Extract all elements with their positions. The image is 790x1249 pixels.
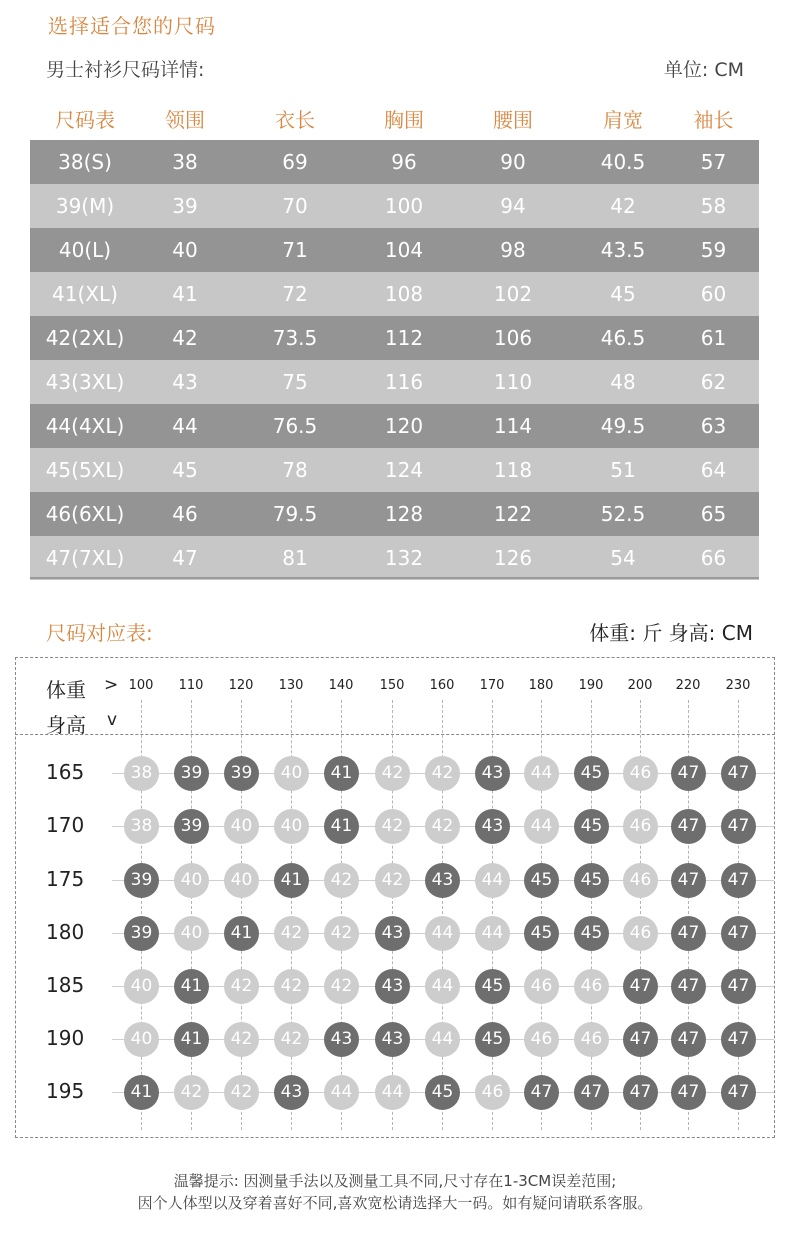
table-row: [30, 404, 759, 448]
size-dot: 46: [524, 969, 559, 1004]
size-dot: 43: [375, 969, 410, 1004]
table-cell: 45: [172, 458, 198, 482]
size-dot: 47: [671, 1022, 706, 1057]
table-cell: 60: [700, 282, 727, 306]
table-cell: 44: [172, 414, 198, 438]
size-dot: 38: [124, 809, 159, 844]
table-cell: 94: [500, 194, 526, 218]
size-dot: 47: [671, 809, 706, 844]
table-cell: 132: [384, 546, 424, 570]
size-dot: 46: [574, 1022, 609, 1057]
height-tick-label: 165: [46, 760, 85, 784]
table-cell: 114: [493, 414, 533, 438]
table-cell: 48: [610, 370, 636, 394]
table-row: [30, 184, 759, 228]
weight-tick-label: 120: [228, 678, 254, 693]
size-dot: 47: [671, 863, 706, 898]
size-dot: 47: [623, 1075, 658, 1110]
size-dot: 47: [721, 969, 756, 1004]
size-dot: 42: [324, 916, 359, 951]
size-dot: 43: [375, 1022, 410, 1057]
size-dot: 43: [324, 1022, 359, 1057]
size-dot: 45: [574, 756, 609, 791]
size-dot: 39: [124, 863, 159, 898]
size-dot: 45: [574, 809, 609, 844]
size-dot: 43: [274, 1075, 309, 1110]
size-label-cell: 43(3XL): [45, 370, 125, 394]
size-dot: 47: [671, 756, 706, 791]
size-dot: 46: [623, 863, 658, 898]
size-dot: 42: [425, 809, 460, 844]
weight-tick-label: 180: [528, 678, 554, 693]
table-cell: 57: [700, 150, 727, 174]
size-dot: 46: [475, 1075, 510, 1110]
size-dot: 46: [623, 809, 658, 844]
correspondence-title: 尺码对应表:: [46, 621, 153, 645]
table-cell: 42: [172, 326, 198, 350]
size-dot: 47: [721, 863, 756, 898]
table-cell: 126: [493, 546, 533, 570]
height-tick-label: 170: [46, 813, 85, 837]
weight-tick-label: 150: [379, 678, 405, 693]
height-tick-label: 190: [46, 1026, 85, 1050]
page-title: 选择适合您的尺码: [48, 14, 216, 38]
table-cell: 122: [493, 502, 533, 526]
table-row: [30, 360, 759, 404]
table-cell: 120: [384, 414, 424, 438]
size-dot: 42: [174, 1075, 209, 1110]
size-dot: 39: [224, 756, 259, 791]
table-cell: 47: [172, 546, 198, 570]
size-dot: 47: [623, 969, 658, 1004]
table-row: [30, 448, 759, 492]
size-dot: 41: [124, 1075, 159, 1110]
size-dot: 44: [425, 1022, 460, 1057]
size-label-cell: 44(4XL): [45, 414, 125, 438]
size-dot: 47: [574, 1075, 609, 1110]
weight-tick-label: 110: [178, 678, 204, 693]
table-cell: 66: [700, 546, 727, 570]
table-cell: 43: [172, 370, 198, 394]
height-tick-label: 180: [46, 920, 85, 944]
weight-arrow-icon: >: [104, 675, 119, 695]
weight-tick-label: 100: [128, 678, 154, 693]
table-cell: 72: [282, 282, 308, 306]
table-cell: 102: [493, 282, 533, 306]
header-cell: 尺码表: [55, 108, 115, 132]
size-dot: 44: [475, 916, 510, 951]
size-dot: 42: [375, 756, 410, 791]
table-cell: 100: [384, 194, 424, 218]
table-cell: 118: [493, 458, 533, 482]
size-dot: 46: [524, 1022, 559, 1057]
table-row: [30, 492, 759, 536]
size-dot: 44: [425, 916, 460, 951]
table-row: [30, 316, 759, 360]
table-cell: 78: [282, 458, 308, 482]
table-cell: 51: [610, 458, 636, 482]
header-cell: 肩宽: [603, 108, 643, 132]
weight-tick-label: 140: [328, 678, 354, 693]
size-dot: 47: [671, 916, 706, 951]
header-cell: 袖长: [693, 108, 734, 132]
size-dot: 47: [623, 1022, 658, 1057]
size-label-cell: 39(M): [55, 194, 115, 218]
table-cell: 62: [700, 370, 727, 394]
header-cell: 领围: [165, 108, 205, 132]
table-cell: 81: [282, 546, 308, 570]
table-cell: 79.5: [272, 502, 318, 526]
table-cell: 40.5: [600, 150, 646, 174]
height-tick-label: 185: [46, 973, 85, 997]
size-dot: 41: [324, 756, 359, 791]
header-cell: 胸围: [384, 108, 424, 132]
table-cell: 63: [700, 414, 727, 438]
size-dot: 42: [375, 863, 410, 898]
table-cell: 43.5: [600, 238, 646, 262]
size-dot: 42: [324, 863, 359, 898]
size-dot: 47: [721, 916, 756, 951]
size-dot: 41: [174, 1022, 209, 1057]
header-cell: 腰围: [493, 108, 533, 132]
weight-tick-label: 160: [429, 678, 455, 693]
table-cell: 38: [172, 150, 198, 174]
table-divider: [30, 577, 759, 579]
weight-tick-label: 170: [479, 678, 505, 693]
table-cell: 45: [610, 282, 636, 306]
size-dot: 40: [174, 863, 209, 898]
size-label-cell: 42(2XL): [45, 326, 125, 350]
size-dot: 42: [274, 916, 309, 951]
table-cell: 54: [610, 546, 636, 570]
table-cell: 70: [282, 194, 308, 218]
table-cell: 41: [172, 282, 198, 306]
table-cell: 64: [700, 458, 727, 482]
size-dot: 47: [721, 809, 756, 844]
size-dot: 46: [574, 969, 609, 1004]
weight-tick-label: 200: [627, 678, 653, 693]
size-dot: 44: [324, 1075, 359, 1110]
table-cell: 104: [384, 238, 424, 262]
table-cell: 42: [610, 194, 636, 218]
table-cell: 39: [172, 194, 198, 218]
header-cell: 衣长: [275, 108, 315, 132]
table-cell: 116: [384, 370, 424, 394]
size-table: [30, 140, 759, 580]
table-cell: 71: [282, 238, 308, 262]
size-label-cell: 46(6XL): [45, 502, 125, 526]
table-cell: 73.5: [272, 326, 318, 350]
weight-tick-label: 220: [675, 678, 701, 693]
size-dot: 40: [124, 1022, 159, 1057]
height-tick-label: 175: [46, 867, 85, 891]
size-dot: 47: [721, 756, 756, 791]
size-dot: 42: [425, 756, 460, 791]
table-cell: 108: [384, 282, 424, 306]
note-line: 因个人体型以及穿着喜好不同,喜欢宽松请选择大一码。如有疑问请联系客服。: [137, 1194, 653, 1212]
table-cell: 58: [700, 194, 727, 218]
size-dot: 40: [274, 809, 309, 844]
size-dot: 42: [224, 1022, 259, 1057]
size-dot: 41: [274, 863, 309, 898]
size-dot: 46: [623, 756, 658, 791]
size-dot: 42: [324, 969, 359, 1004]
size-dot: 40: [224, 863, 259, 898]
table-row: [30, 272, 759, 316]
size-dot: 44: [524, 809, 559, 844]
table-cell: 46.5: [600, 326, 646, 350]
size-dot: 39: [174, 809, 209, 844]
note-line: 温馨提示: 因测量手法以及测量工具不同,尺寸存在1-3CM误差范围;: [173, 1172, 617, 1190]
table-cell: 49.5: [600, 414, 646, 438]
grid-separator: [15, 734, 775, 735]
table-cell: 98: [500, 238, 526, 262]
table-cell: 76.5: [272, 414, 318, 438]
table-cell: 112: [384, 326, 424, 350]
size-label-cell: 40(L): [58, 238, 112, 262]
table-cell: 128: [384, 502, 424, 526]
table-row: [30, 536, 759, 580]
size-dot: 44: [425, 969, 460, 1004]
size-dot: 38: [124, 756, 159, 791]
size-dot: 43: [475, 809, 510, 844]
size-dot: 46: [623, 916, 658, 951]
size-dot: 39: [174, 756, 209, 791]
size-dot: 40: [224, 809, 259, 844]
size-dot: 42: [274, 1022, 309, 1057]
table-cell: 52.5: [600, 502, 646, 526]
size-dot: 42: [375, 809, 410, 844]
size-label-cell: 47(7XL): [45, 546, 125, 570]
size-dot: 40: [124, 969, 159, 1004]
table-cell: 96: [391, 150, 417, 174]
size-dot: 43: [425, 863, 460, 898]
size-dot: 45: [475, 969, 510, 1004]
size-table-header: [30, 100, 759, 140]
size-dot: 43: [475, 756, 510, 791]
table-cell: 46: [172, 502, 198, 526]
size-dot: 44: [475, 863, 510, 898]
table-cell: 90: [500, 150, 526, 174]
table-row: [30, 228, 759, 272]
table-cell: 110: [493, 370, 533, 394]
size-dot: 45: [574, 863, 609, 898]
size-dot: 45: [524, 916, 559, 951]
size-dot: 45: [574, 916, 609, 951]
table-cell: 75: [282, 370, 308, 394]
size-dot: 44: [524, 756, 559, 791]
size-dot: 42: [224, 1075, 259, 1110]
size-dot: 45: [425, 1075, 460, 1110]
size-dot: 40: [274, 756, 309, 791]
unit-label: 单位: CM: [663, 59, 744, 81]
size-dot: 47: [671, 969, 706, 1004]
size-dot: 43: [375, 916, 410, 951]
size-label-cell: 41(XL): [52, 282, 118, 306]
table-cell: 59: [700, 238, 727, 262]
size-dot: 47: [524, 1075, 559, 1110]
size-dot: 40: [174, 916, 209, 951]
size-dot: 47: [721, 1022, 756, 1057]
size-dot: 45: [524, 863, 559, 898]
height-arrow-icon: v: [107, 710, 118, 730]
size-dot: 45: [475, 1022, 510, 1057]
size-dot: 41: [224, 916, 259, 951]
table-cell: 69: [282, 150, 308, 174]
height-axis-label: 身高: [46, 713, 86, 737]
size-label-cell: 38(S): [58, 150, 112, 174]
table-cell: 40: [172, 238, 198, 262]
weight-axis-label: 体重: [46, 678, 86, 702]
table-row: [30, 140, 759, 184]
size-label-cell: 45(5XL): [45, 458, 125, 482]
table-cell: 61: [700, 326, 727, 350]
table-subtitle: 男士衬衫尺码详情:: [46, 59, 205, 81]
weight-tick-label: 230: [725, 678, 751, 693]
table-cell: 65: [700, 502, 727, 526]
size-dot: 47: [721, 1075, 756, 1110]
size-dot: 39: [124, 916, 159, 951]
size-dot: 44: [375, 1075, 410, 1110]
correspondence-units: 体重: 斤 身高: CM: [589, 621, 753, 645]
size-dot: 42: [224, 969, 259, 1004]
height-tick-label: 195: [46, 1079, 85, 1103]
size-dot: 41: [324, 809, 359, 844]
size-dot: 41: [174, 969, 209, 1004]
table-cell: 124: [384, 458, 424, 482]
weight-tick-label: 190: [578, 678, 604, 693]
weight-tick-label: 130: [278, 678, 304, 693]
size-dot: 47: [671, 1075, 706, 1110]
table-cell: 106: [493, 326, 533, 350]
size-dot: 42: [274, 969, 309, 1004]
